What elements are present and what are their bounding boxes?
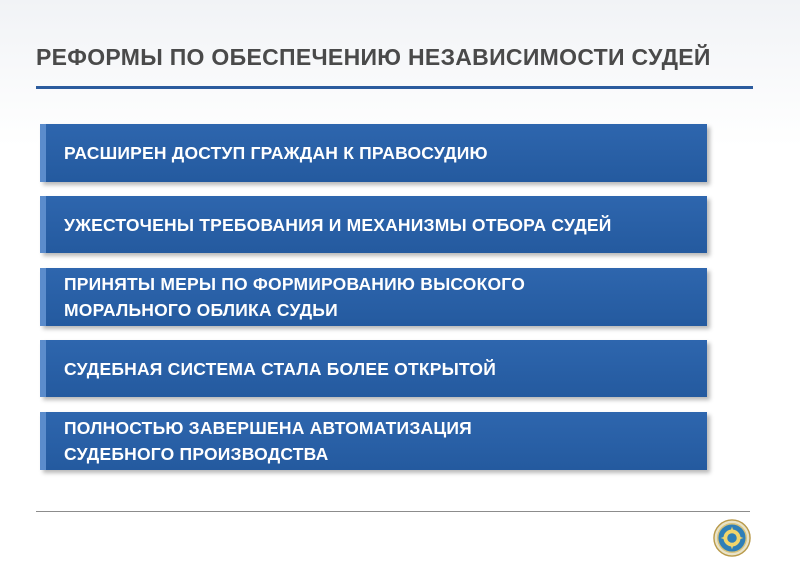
reform-item-3-text: ПРИНЯТЫ МЕРЫ ПО ФОРМИРОВАНИЮ ВЫСОКОГО МОРАЛЬНОГО ОБЛИКА СУДЬИ <box>64 274 526 320</box>
page-title: РЕФОРМЫ ПО ОБЕСПЕЧЕНИЮ НЕЗАВИСИМОСТИ СУДЕЙ <box>36 44 711 70</box>
court-emblem-icon <box>713 519 751 557</box>
reform-item-3 <box>40 268 707 326</box>
title-divider <box>36 86 753 89</box>
reform-item-5-text: ПОЛНОСТЬЮ ЗАВЕРШЕНА АВТОМАТИЗАЦИЯ СУДЕБНОГО ПРОИЗВОДСТВА <box>64 418 472 464</box>
reform-item-1 <box>40 124 707 182</box>
reform-item-2 <box>40 196 707 253</box>
reform-item-2-text: УЖЕСТОЧЕНЫ ТРЕБОВАНИЯ И МЕХАНИЗМЫ ОТБОРА СУДЕЙ <box>64 214 612 235</box>
reform-item-4-text: СУДЕБНАЯ СИСТЕМА СТАЛА БОЛЕЕ ОТКРЫТОЙ <box>64 358 496 379</box>
footer-divider <box>36 511 750 512</box>
reform-item-5 <box>40 412 707 470</box>
reform-item-1-text: РАСШИРЕН ДОСТУП ГРАЖДАН К ПРАВОСУДИЮ <box>64 143 488 163</box>
reform-item-4 <box>40 340 707 397</box>
